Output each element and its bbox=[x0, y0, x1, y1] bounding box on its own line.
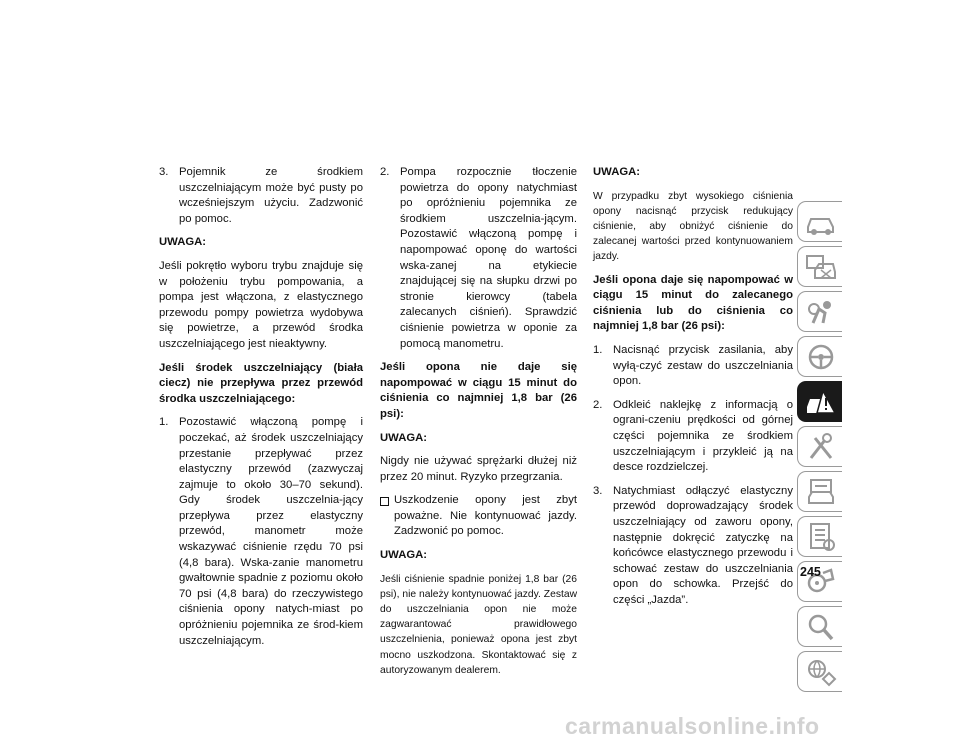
car-warning-icon bbox=[805, 387, 837, 417]
note-title: UWAGA: bbox=[159, 236, 207, 249]
tab-airbag[interactable] bbox=[797, 291, 842, 332]
list-number: 2. bbox=[380, 166, 390, 178]
language-icon bbox=[805, 657, 837, 687]
tab-car-warning[interactable] bbox=[797, 381, 842, 422]
chapter-tabs bbox=[797, 201, 842, 696]
steering-wheel-icon bbox=[805, 342, 837, 372]
list-number: 1. bbox=[159, 416, 169, 429]
tab-car[interactable] bbox=[797, 201, 842, 242]
list-item bbox=[593, 398, 793, 476]
list-number: 1. bbox=[593, 343, 603, 356]
tab-language[interactable] bbox=[797, 651, 842, 692]
magnifier-icon bbox=[805, 612, 837, 642]
note-title: UWAGA: bbox=[380, 549, 428, 562]
list-item bbox=[380, 165, 577, 352]
checkbox-text: Uszkodzenie opony jest zbyt poważne. Nie kontynuować jazdy. Zadzwonić po pomoc. bbox=[394, 494, 577, 538]
note-text: Jeśli ciśnienie spadnie poniżej 1,8 bar (26 psi), nie należy kontynuować jazdy. Zestaw do uszczelniania opon nie może zagwarantować prawidłowego uszczelnienia, ponieważ opona jest zbyt mocno uszkodzona. Skontaktować się z autoryzowanym dealerem. bbox=[380, 573, 577, 676]
checklist-icon bbox=[805, 522, 837, 552]
car-mail-icon bbox=[805, 252, 837, 282]
list-text: Pozostawić włączoną pompę i poczekać, aż środek uszczelniający przestanie przepływać przez elastyczny przewód (zazwyczaj zajmuje to około 30–70 sekund). Gdy środek uszczelnia-jący przepływa przez elastyczny przewód, manometr może wskazywać ciśnienie rzędu 70 psi (4,8 bara). Wska-zanie manometru gwałtownie spadnie z poziomu około 70 psi (4,8 bara) do rzeczywistego ciśnienia opony natych-miast po opróżnieniu pojemnika ze środ-kiem uszczelniającym. bbox=[179, 416, 363, 647]
tab-search[interactable] bbox=[797, 606, 842, 647]
list-number: 3. bbox=[159, 166, 169, 178]
list-item bbox=[159, 415, 363, 649]
section-heading: Jeśli opona nie daje się napompować w ciągu 15 minut do ciśnienia co najmniej 1,8 bar (26 psi): bbox=[380, 361, 577, 420]
list-text: Natychmiast odłączyć elastyczny przewód doprowadzający środek uszczelniający od zaworu opony, następnie dokręcić zatyczkę na końcówce elastycznego przewodu i schować zestaw do uszczelniania opon do schowka. Przejść do części „Jazda”. bbox=[613, 484, 793, 606]
column-right bbox=[593, 165, 793, 616]
note-text: Jeśli pokrętło wyboru trybu znajduje się w położeniu trybu pompowania, a pompa jest włączona, z elastycznego przewodu pompy powietrza wydobywa się powietrze, a przewód środka uszczelniającego jest nieaktywny. bbox=[159, 259, 363, 350]
list-text: Pojemnik ze środkiem uszczelniającym może być pusty po wcześniejszym użyciu. Zadzwonić po pomoc. bbox=[179, 166, 363, 225]
checkbox-item bbox=[380, 493, 577, 540]
section-heading: Jeśli środek uszczelniający (biała ciecz) nie przepływa przez przewód środka uszczelniającego: bbox=[159, 361, 363, 405]
section-heading: Jeśli opona daje się napompować w ciągu 15 minut do zalecanego ciśnienia lub do ciśnienia co najmniej 1,8 bar (26 psi): bbox=[593, 273, 793, 333]
column-middle bbox=[380, 165, 577, 686]
note-text: W przypadku zbyt wysokiego ciśnienia opony nacisnąć przycisk redukujący ciśnienie, aby obniżyć ciśnienie do zalecanej wartości przed kontynuowaniem jazdy. bbox=[593, 190, 793, 263]
tab-car-mail[interactable] bbox=[797, 246, 842, 287]
tab-tools[interactable] bbox=[797, 426, 842, 467]
list-text: Pompa rozpocznie tłoczenie powietrza do opony natychmiast po opróżnieniu pojemnika ze środkiem uszczelnia-jącym. Pozostawić włączoną pompę i napompować oponę do wartości wska-zanej na etykiecie znajdującej się na słupku drzwi po stronie kierowcy (tabela zalecanych ciśnień). Sprawdzić ciśnienie powietrza w oponie za pomocą manometru. bbox=[400, 166, 577, 350]
note-title: UWAGA: bbox=[380, 431, 428, 444]
list-item bbox=[159, 165, 363, 227]
car-icon bbox=[805, 207, 837, 237]
tab-checklist[interactable] bbox=[797, 516, 842, 557]
page-number: 245 bbox=[800, 565, 821, 579]
list-number: 2. bbox=[593, 398, 603, 411]
note-text: Nigdy nie używać sprężarki dłużej niż przez 20 minut. Ryzyko przegrzania. bbox=[380, 455, 577, 483]
tab-service-car[interactable] bbox=[797, 471, 842, 512]
tab-steering-wheel[interactable] bbox=[797, 336, 842, 377]
list-text: Nacisnąć przycisk zasilania, aby wyłą-czyć zestaw do uszczelniania opon. bbox=[613, 343, 793, 388]
note-title: UWAGA: bbox=[593, 166, 641, 178]
service-car-icon bbox=[805, 477, 837, 507]
tools-icon bbox=[805, 432, 837, 462]
checkbox-square-icon bbox=[380, 497, 389, 506]
list-text: Odkleić naklejkę z informacją o ograni-czeniu prędkości od górnej części pojemnika ze środkiem uszczelniającym i przykleić ją na desce rozdzielczej. bbox=[613, 398, 793, 474]
column-left bbox=[159, 165, 363, 657]
watermark: carmanualsonline.info bbox=[565, 713, 820, 739]
list-number: 3. bbox=[593, 484, 603, 497]
airbag-icon bbox=[805, 297, 837, 327]
list-item bbox=[593, 343, 793, 390]
list-item bbox=[593, 484, 793, 609]
